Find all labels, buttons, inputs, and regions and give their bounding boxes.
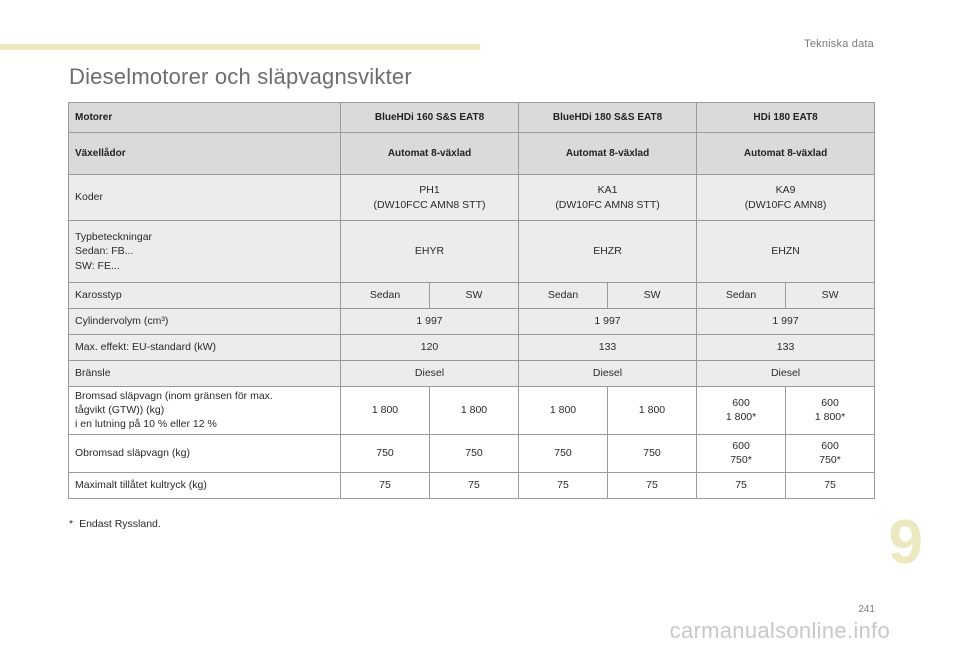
table-cell: 1 997 (519, 309, 697, 335)
table-row (69, 434, 875, 472)
table-row (69, 387, 875, 435)
table-cell: Sedan (697, 283, 786, 309)
watermark: carmanualsonline.info (669, 618, 890, 643)
table-cell: HDi 180 EAT8 (697, 103, 875, 133)
row-label: Karosstyp (69, 283, 341, 309)
table-cell: Diesel (519, 361, 697, 387)
table-cell: 600 750* (697, 434, 786, 472)
table-cell: EHZR (519, 221, 697, 283)
table-cell: SW (608, 283, 697, 309)
table-cell: 120 (341, 335, 519, 361)
table-row (69, 309, 875, 335)
table-row (69, 361, 875, 387)
table-cell: 750 (519, 434, 608, 472)
row-label: Motorer (69, 103, 341, 133)
table-cell: 75 (341, 472, 430, 498)
table-cell: Diesel (341, 361, 519, 387)
table-cell: 75 (786, 472, 875, 498)
footnote-mark: * (69, 518, 74, 530)
row-label: Bromsad släpvagn (inom gränsen för max. tågvikt (GTW)) (kg) i en lutning på 10 % eller 12 % (69, 387, 341, 435)
section-label: Tekniska data (804, 38, 874, 50)
table-cell: 1 800 (430, 387, 519, 435)
table-cell: 1 800 (608, 387, 697, 435)
row-label: Cylindervolym (cm³) (69, 309, 341, 335)
table-cell: KA1 (DW10FC AMN8 STT) (519, 175, 697, 221)
table-row (69, 103, 875, 133)
table-cell: 600 1 800* (697, 387, 786, 435)
spec-table (68, 102, 875, 499)
table-cell: 600 750* (786, 434, 875, 472)
row-label: Obromsad släpvagn (kg) (69, 434, 341, 472)
table-cell: Automat 8-växlad (519, 133, 697, 175)
table-cell: 1 997 (341, 309, 519, 335)
table-cell: Diesel (697, 361, 875, 387)
table-row (69, 472, 875, 498)
table-cell: EHZN (697, 221, 875, 283)
table-cell: PH1 (DW10FCC AMN8 STT) (341, 175, 519, 221)
table-cell: EHYR (341, 221, 519, 283)
table-cell: 750 (341, 434, 430, 472)
table-cell: KA9 (DW10FC AMN8) (697, 175, 875, 221)
page-title: Dieselmotorer och släpvagnsvikter (69, 64, 412, 89)
table-cell: 750 (430, 434, 519, 472)
table-cell: Automat 8-växlad (341, 133, 519, 175)
table-cell: 133 (519, 335, 697, 361)
table-cell: SW (430, 283, 519, 309)
row-label: Växellådor (69, 133, 341, 175)
page-number: 241 (858, 604, 875, 615)
table-cell: 750 (608, 434, 697, 472)
table-row (69, 133, 875, 175)
table-cell: BlueHDi 160 S&S EAT8 (341, 103, 519, 133)
table-cell: Automat 8-växlad (697, 133, 875, 175)
chapter-number: 9 (888, 508, 923, 577)
table-cell: 75 (519, 472, 608, 498)
table-row (69, 335, 875, 361)
table-cell: 1 800 (341, 387, 430, 435)
row-label: Typbeteckningar Sedan: FB... SW: FE... (69, 221, 341, 283)
spec-table-body (69, 103, 875, 499)
table-cell: 75 (697, 472, 786, 498)
table-cell: Sedan (519, 283, 608, 309)
table-row (69, 175, 875, 221)
table-cell: Sedan (341, 283, 430, 309)
row-label: Maximalt tillåtet kultryck (kg) (69, 472, 341, 498)
row-label: Koder (69, 175, 341, 221)
table-cell: 75 (430, 472, 519, 498)
table-cell: 75 (608, 472, 697, 498)
row-label: Max. effekt: EU-standard (kW) (69, 335, 341, 361)
table-cell: SW (786, 283, 875, 309)
row-label: Bränsle (69, 361, 341, 387)
table-cell: 1 800 (519, 387, 608, 435)
header-accent-bar (0, 44, 480, 50)
footnote (69, 518, 161, 530)
table-cell: BlueHDi 180 S&S EAT8 (519, 103, 697, 133)
table-cell: 600 1 800* (786, 387, 875, 435)
table-cell: 1 997 (697, 309, 875, 335)
footnote-text: Endast Ryssland. (79, 518, 161, 530)
table-row (69, 221, 875, 283)
table-row (69, 283, 875, 309)
table-cell: 133 (697, 335, 875, 361)
